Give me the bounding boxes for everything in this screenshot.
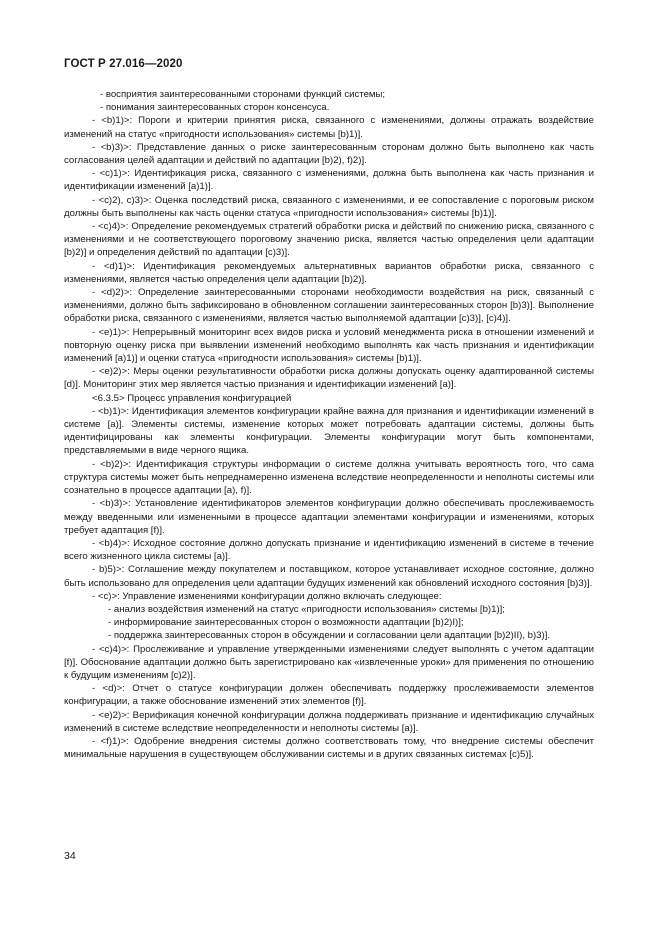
paragraph: - <d)>: Отчет о статусе конфигурации должен обеспечивать поддержку прослеживаемости элементов конфигурации, а также обоснование изменений этих элементов [f)]. [64,683,594,708]
document-header: ГОСТ Р 27.016—2020 [64,58,183,70]
paragraph: - <d)2)>: Определение заинтересованными сторонами необходимости воздействия на риск, связанный с изменениями, должно быть зафиксировано в обновленном соглашении заинтересованных сторон [b)3)]. Выполнение обработки риска, связанного с изменениями, является частью выполняемой адаптации [c)3)], [c)4)]. [64,287,594,325]
list-item: - анализ воздействия изменений на статус «пригодности использования» системы [b)1)]; [108,603,505,615]
paragraph: - <d)1)>: Идентификация рекомендуемых альтернативных вариантов обработки риска, связанного с изменениями, является частью определения цели адаптации [b)2)]. [64,260,594,285]
paragraph: - <b)3)>: Установление идентификаторов элементов конфигурации должно обеспечивать прослеживаемость между введенными или измененными в процессе адаптации элементами конфигурации и изменениями, которых требует адаптация [f)]. [64,498,594,536]
paragraph: - <c)1)>: Идентификация риска, связанного с изменениями, должна быть выполнена как часть признания и идентификации изменений [a)1)]. [64,168,594,193]
paragraph: - <b)2)>: Идентификация структуры информации о системе должна учитывать вероятность того, что сама структура системы может быть непреднамеренно изменена вследствие неопределенности и неполноты системы или сознательно в процессе адаптации [a), f)]. [64,458,594,497]
paragraph: - <c)2), c)3)>: Оценка последствий риска, связанного с изменениями, и ее сопоставление с пороговым риском должны быть выполнены как часть оценки статуса «пригодности использования» системы [b)1)]. [64,194,594,219]
paragraph: - <e)1)>: Непрерывный мониторинг всех видов риска и условий менеджмента риска в отношении изменений и повторную оценку риска при выявлении изменений необходимо выполнять как часть признания и идентификации изменений [a)1)] и оценки статуса «пригодности использования» системы [b)1)]. [64,326,594,365]
paragraph: - <f)1)>: Одобрение внедрения системы должно соответствовать тому, что внедрение системы обеспечит минимальные нарушения в существующем обслуживании системы и в других связанных системах [c)5)]. [64,735,594,761]
paragraph: - <b)1)>: Идентификация элементов конфигурации крайне важна для признания и идентификации изменений в системе [a)]. Элементы системы, изменение которых может потребовать адаптации системы, должны быть идентифицированы как элементы конфигурации. Элементы конфигурации могут быть компонентами, представляемыми в виде черного ящика. [64,405,594,457]
paragraph: - <e)2)>: Верификация конечной конфигурации должна поддерживать признание и идентификацию случайных изменений в системе вследствие неопределенности и неполноты системы [a)]. [64,709,594,734]
paragraph: - <b)3)>: Представление данных о риске заинтересованным сторонам должно быть выполнено как часть согласования целей адаптации и действий по адаптации [b)2), f)2)]. [64,141,594,167]
paragraph: - <b)1)>: Пороги и критерии принятия риска, связанного с изменениями, должны отражать воздействие изменений на статус «пригодности использования» системы [b)1)]. [64,115,594,140]
paragraph: - <e)2)>: Меры оценки результативности обработки риска должны допускать оценку адаптированной системы [d)]. Мониторинг этих мер является частью признания и идентификации изменений [a)]. [64,366,594,391]
document-body [64,88,594,761]
paragraph: - <c)4)>: Прослеживание и управление утвержденными изменениями следует выполнять с учетом адаптации [f)]. Обоснование адаптации должно быть зарегистрировано как «извлеченные уроки» для применения по отношению к будущим изменениям [c)2)]. [64,643,594,681]
paragraph: - <b)4)>: Исходное состояние должно допускать признание и идентификацию изменений в системе в течение всего жизненного цикла системы [a)]. [64,537,594,563]
paragraph: - <c)>: Управление изменениями конфигурации должно включать следующее: [92,590,442,602]
section-heading: <6.3.5> Процесс управления конфигурацией [92,392,292,404]
page-number: 34 [64,850,76,862]
paragraph: - <c)4)>: Определение рекомендуемых стратегий обработки риска и действий по снижению риска, связанного с изменениями и не соответствующего пороговому значению риска, является частью определения цели адаптации [b)2)] и определения действий по адаптации [c)3)]. [64,221,594,259]
list-item: - понимания заинтересованных сторон консенсуса. [100,102,330,114]
list-item: - восприятия заинтересованными сторонами функций системы; [100,89,386,100]
list-item: - информирование заинтересованных сторон о возможности адаптации [b)2)I)]; [108,617,464,629]
list-item: - поддержка заинтересованных сторон в обсуждении и согласовании цели адаптации [b)2)II), b)3)]. [108,630,551,642]
paragraph: - b)5)>: Соглашение между покупателем и поставщиком, которое устанавливает исходное состояние, должно быть использовано для определения цели адаптации будущих изменений как обновлений исходного состояния [b)3)]. [64,564,594,589]
